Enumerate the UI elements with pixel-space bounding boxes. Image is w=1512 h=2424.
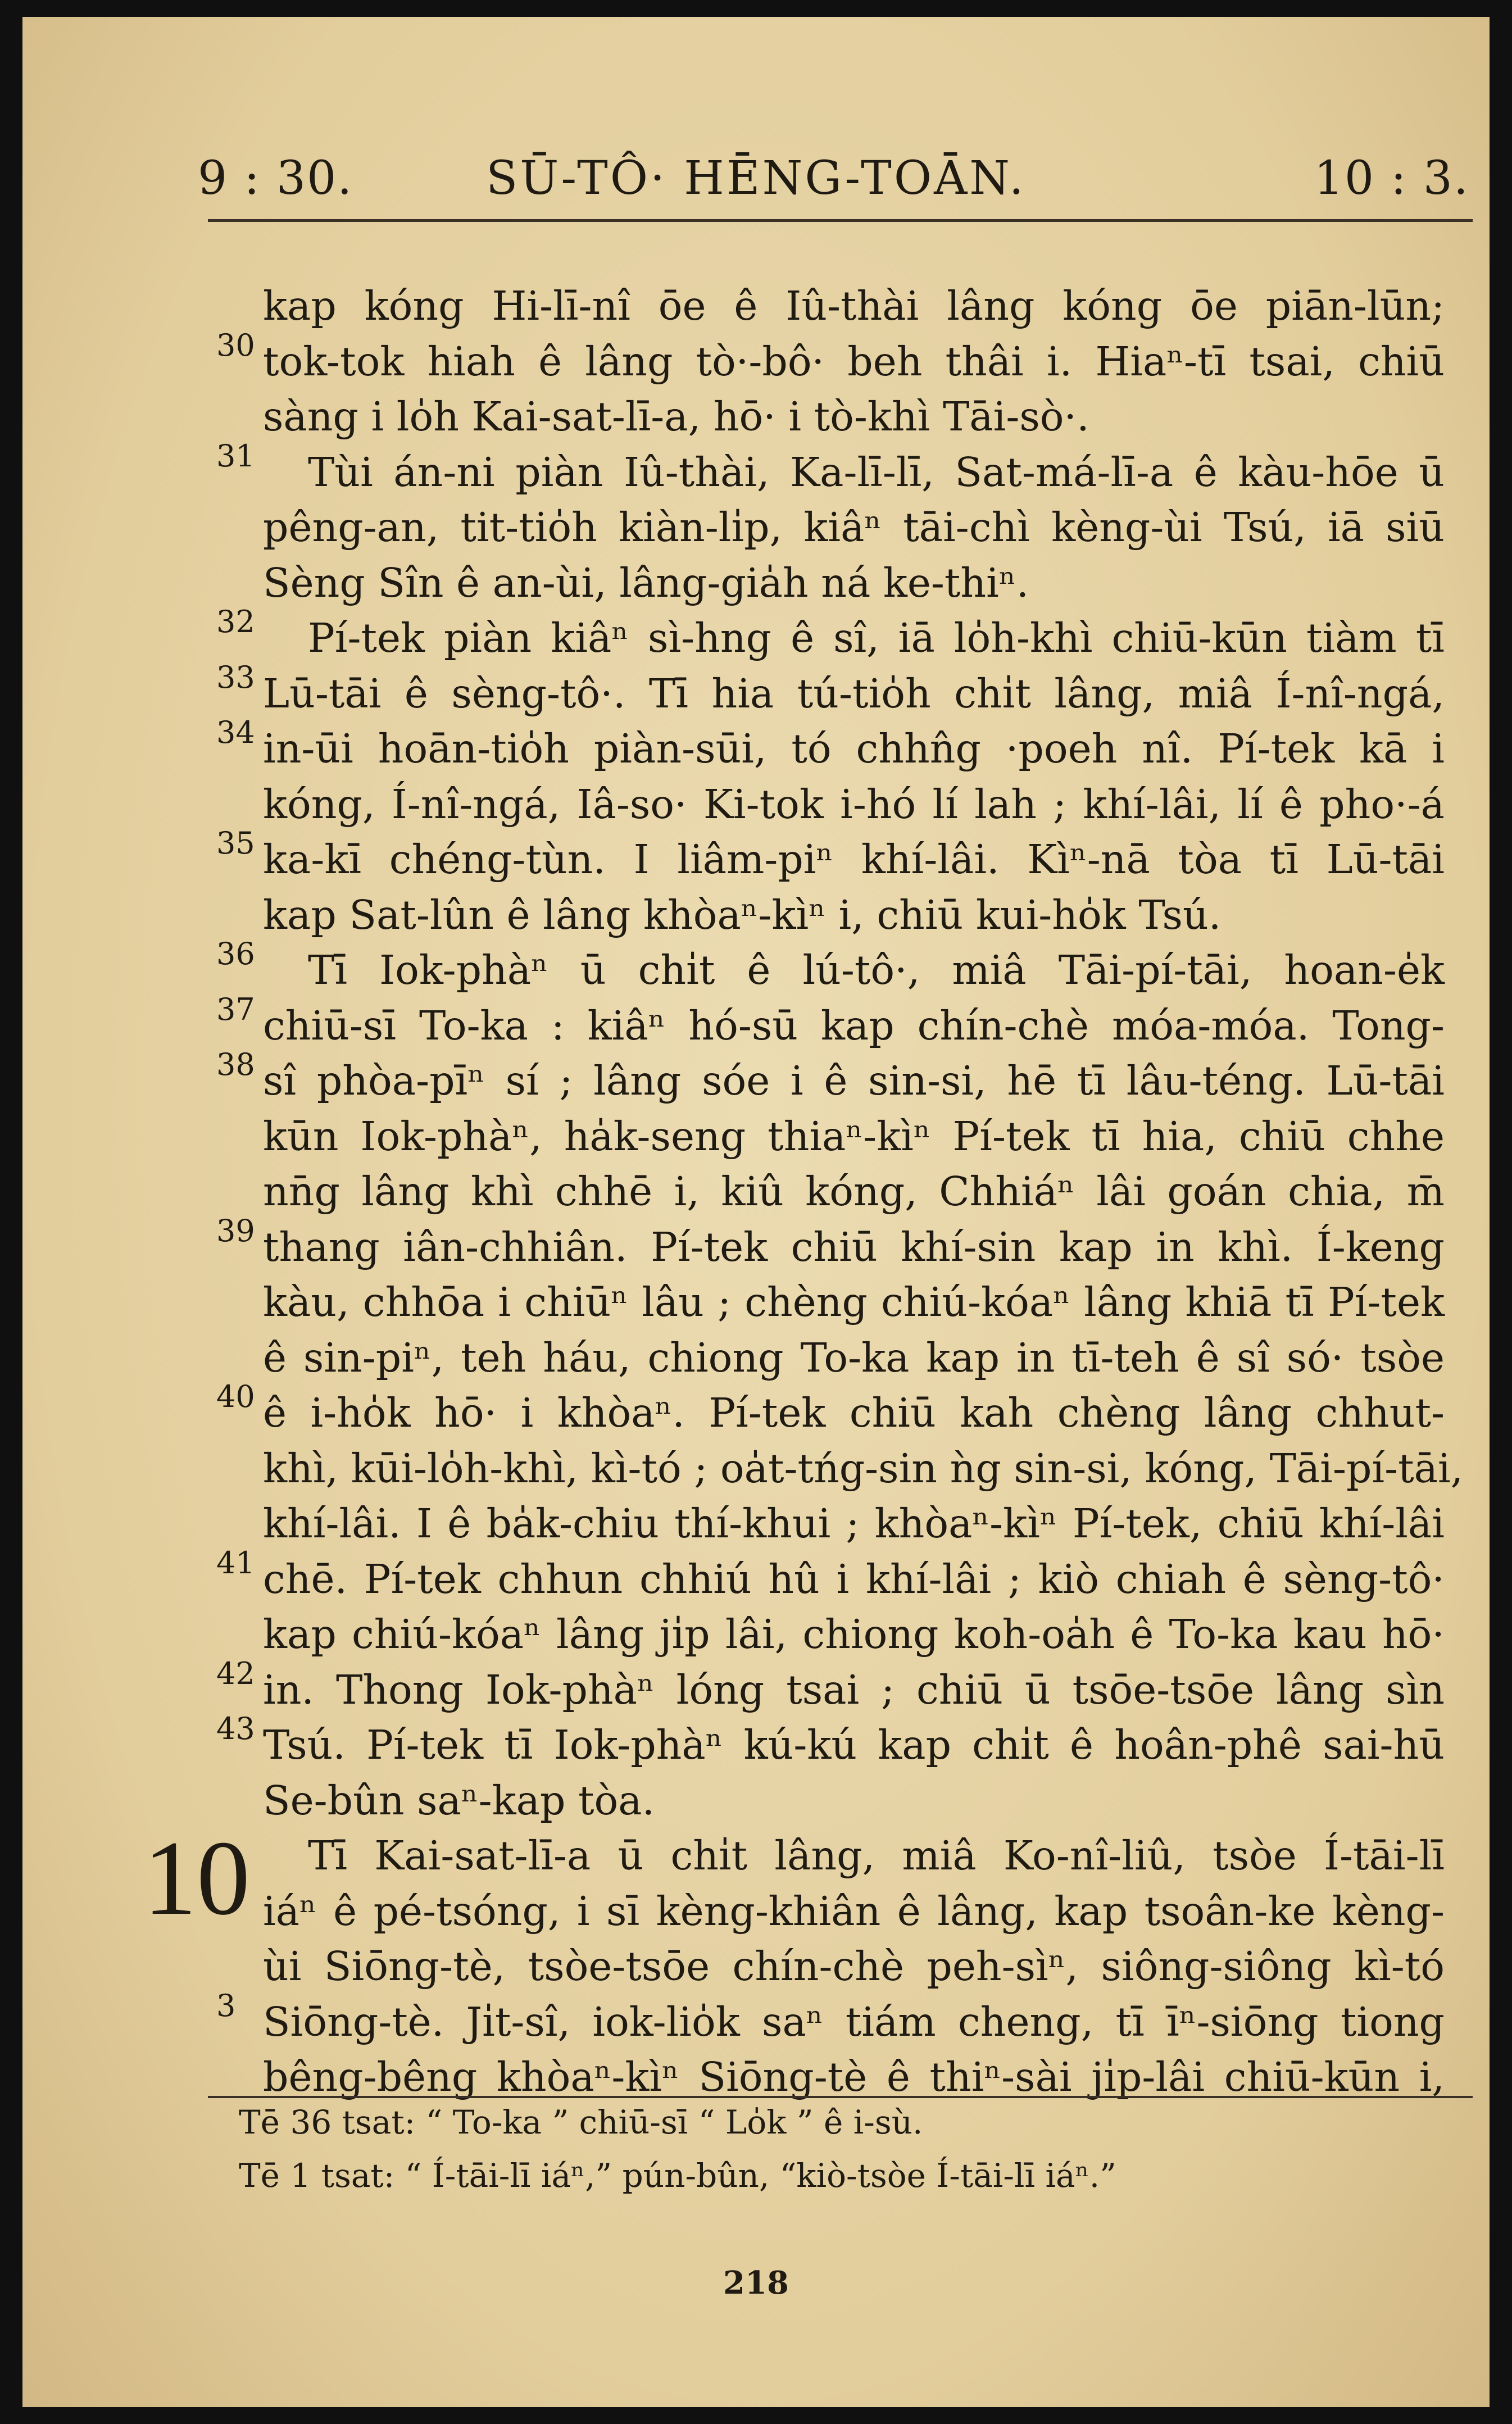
- text-line: [22, 2052, 1490, 2108]
- text-line: [22, 1047, 1490, 1112]
- line-text: sàng i lo̍h Kai-sat-lī-a, hō· i tò-khì Tāi-sò·.: [263, 393, 1089, 440]
- line-text: ùi Siōng-tè, tsòe-tsōe chín-chè peh-sìⁿ, siông-siông kì-tó: [263, 1943, 1445, 1990]
- header-right-reference: 10 : 3.: [1314, 152, 1469, 205]
- line-text: bêng-bêng khòaⁿ-kìⁿ Siōng-tè ê thiⁿ-sài ji̍p-lâi chiū-kūn i,: [263, 2054, 1445, 2100]
- text-line: [22, 1987, 1490, 2053]
- text-line: [22, 715, 1490, 780]
- line-text: kap chiú-kóaⁿ lâng ji̍p lâi, chiong koh-oa̍h ê To-ka kau hō·: [263, 1611, 1445, 1658]
- line-text: kap kóng Hi-lī-nî ōe ê Iû-thài lâng kóng ōe piān-lūn;: [263, 283, 1445, 329]
- line-text: chiū-sī To-ka : kiâⁿ hó-sū kap chín-chè móa-móa. Tong-: [263, 1002, 1445, 1049]
- text-line: [22, 1886, 1490, 1942]
- line-text: chē. Pí-tek chhun chhiú hû i khí-lâi ; kiò chiah ê sèng-tô·: [263, 1555, 1445, 1603]
- line-text: kóng, Í-nî-ngá, Iâ-so· Ki-tok i-hó lí lah ; khí-lâi, lí ê pho·-á: [263, 780, 1445, 828]
- line-text: thang iân-chhiân. Pí-tek chiū khí-sin kap in khì. Í-keng: [263, 1223, 1445, 1270]
- text-line: [22, 1941, 1490, 1998]
- verse-number: 35: [216, 825, 255, 861]
- text-line: [22, 1711, 1490, 1776]
- page-number: 218: [723, 2264, 789, 2302]
- verse-number: 3: [216, 1987, 236, 2023]
- running-header: [22, 140, 1490, 219]
- line-text: ê sin-piⁿ, teh háu, chiong To-ka kap in tī-teh ê sî só· tsòe: [263, 1334, 1445, 1381]
- footnote: Tē 1 tsat: “ Í-tāi-lī iáⁿ,” pún-bûn, “kiò-tsòe Í-tāi-lī iáⁿ.”: [239, 2157, 1116, 2195]
- line-text: Siōng-tè. Ji̍t-sî, iok-lio̍k saⁿ tiám cheng, tī īⁿ-siōng tiong: [263, 1998, 1445, 2045]
- text-line: [22, 1277, 1490, 1333]
- verse-number: 39: [216, 1213, 255, 1249]
- verse-number: 36: [216, 936, 255, 972]
- line-text: iáⁿ ê pé-tsóng, i sī kèng-khiân ê lâng, kap tsoân-ke kèng-: [263, 1887, 1445, 1935]
- line-text: Tùi án-ni piàn Iû-thài, Ka-lī-lī, Sat-má-lī-a ê kàu-hōe ū: [308, 448, 1445, 496]
- line-text: Sèng Sîn ê an-ùi, lâng-gia̍h ná ke-thiⁿ.: [263, 559, 1029, 606]
- line-text: khì, kūi-lo̍h-khì, kì-tó ; oa̍t-tńg-sin ǹg sin-si, kóng, Tāi-pí-tāi,: [263, 1445, 1464, 1492]
- line-text: nn̄g lâng khì chhē i, kiû kóng, Chhiáⁿ lâi goán chia, m̄: [263, 1168, 1445, 1215]
- line-text: in-ūi hoān-tio̍h piàn-sūi, tó chhn̂g ·poeh nî. Pí-tek kā i: [263, 725, 1445, 772]
- line-text: Tsú. Pí-tek tī Iok-phàⁿ kú-kú kap chi̍t ê hoân-phê sai-hū: [263, 1722, 1445, 1768]
- line-text: Lū-tāi ê sèng-tô·. Tī hia tú-tio̍h chi̍t lâng, miâ Í-nî-ngá,: [263, 670, 1445, 717]
- text-line: [22, 1443, 1490, 1500]
- line-text: sî phòa-pīⁿ sí ; lâng sóe i ê sin-si, hē tī lâu-téng. Lū-tāi: [263, 1057, 1445, 1104]
- text-line: [22, 1111, 1490, 1168]
- header-divider: [208, 219, 1473, 222]
- line-text: pêng-an, tit-tio̍h kiàn-li̍p, kiâⁿ tāi-chì kèng-ùi Tsú, iā siū: [263, 504, 1445, 551]
- verse-number: 42: [216, 1655, 255, 1691]
- text-line: [22, 438, 1490, 503]
- line-text: Pí-tek piàn kiâⁿ sì-hng ê sî, iā lo̍h-khì chiū-kūn tiàm tī: [308, 615, 1445, 661]
- verse-number: 34: [216, 715, 255, 750]
- text-line: [22, 502, 1490, 559]
- text-line: [22, 1545, 1490, 1610]
- chapter-number: 10: [143, 1819, 250, 1937]
- line-text: ê i-ho̍k hō· i khòaⁿ. Pí-tek chiū kah chèng lâng chhut-: [263, 1390, 1445, 1436]
- verse-number: 37: [216, 991, 255, 1027]
- bible-page: [22, 17, 1490, 2407]
- text-line: [22, 1379, 1490, 1444]
- text-line: [22, 1213, 1490, 1278]
- verse-number: 43: [216, 1711, 255, 1746]
- text-line: [22, 825, 1490, 891]
- line-text: in. Thong Iok-phàⁿ lóng tsai ; chiū ū tsōe-tsōe lâng sìn: [263, 1666, 1445, 1713]
- line-text: kàu, chhōa i chiūⁿ lâu ; chèng chiú-kóaⁿ lâng khiā tī Pí-tek: [263, 1279, 1445, 1326]
- verse-number: 30: [216, 327, 255, 363]
- verse-number: 41: [216, 1545, 255, 1581]
- footnote: Tē 36 tsat: “ To-ka ” chiū-sī “ Lo̍k ” ê i-sù.: [239, 2103, 923, 2141]
- line-text: Se-bûn saⁿ-kap tòa.: [263, 1777, 655, 1824]
- line-text: kap Sat-lûn ê lâng khòaⁿ-kìⁿ i, chiū kui-ho̍k Tsú.: [263, 891, 1222, 938]
- header-left-reference: 9 : 30.: [198, 152, 353, 205]
- line-text: Tī Kai-sat-lī-a ū chi̍t lâng, miâ Ko-nî-liû, tsòe Í-tāi-lī: [308, 1832, 1445, 1879]
- line-text: kūn Iok-phàⁿ, ha̍k-seng thiaⁿ-kìⁿ Pí-tek tī hia, chiū chhe: [263, 1113, 1445, 1160]
- line-text: ka-kī chéng-tùn. I liâm-piⁿ khí-lâi. Kìⁿ-nā tòa tī Lū-tāi: [263, 836, 1445, 883]
- text-line: [22, 327, 1490, 393]
- line-text: Tī Iok-phàⁿ ū chi̍t ê lú-tô·, miâ Tāi-pí-tāi, hoan-e̍k: [308, 947, 1445, 993]
- line-text: tok-tok hiah ê lâng tò·-bô· beh thâi i. Hiaⁿ-tī tsai, chiū: [263, 338, 1445, 385]
- verse-number: 32: [216, 604, 255, 639]
- verse-number: 31: [216, 438, 255, 474]
- line-text: khí-lâi. I ê ba̍k-chiu thí-khui ; khòaⁿ-kìⁿ Pí-tek, chiū khí-lâi: [263, 1500, 1445, 1547]
- verse-number: 40: [216, 1379, 255, 1414]
- verse-number: 38: [216, 1047, 255, 1082]
- header-book-title: SŪ-TÔ· HĒNG-TOĀN.: [486, 152, 1026, 205]
- verse-number: 33: [216, 659, 255, 695]
- footnote-divider: [208, 2096, 1473, 2098]
